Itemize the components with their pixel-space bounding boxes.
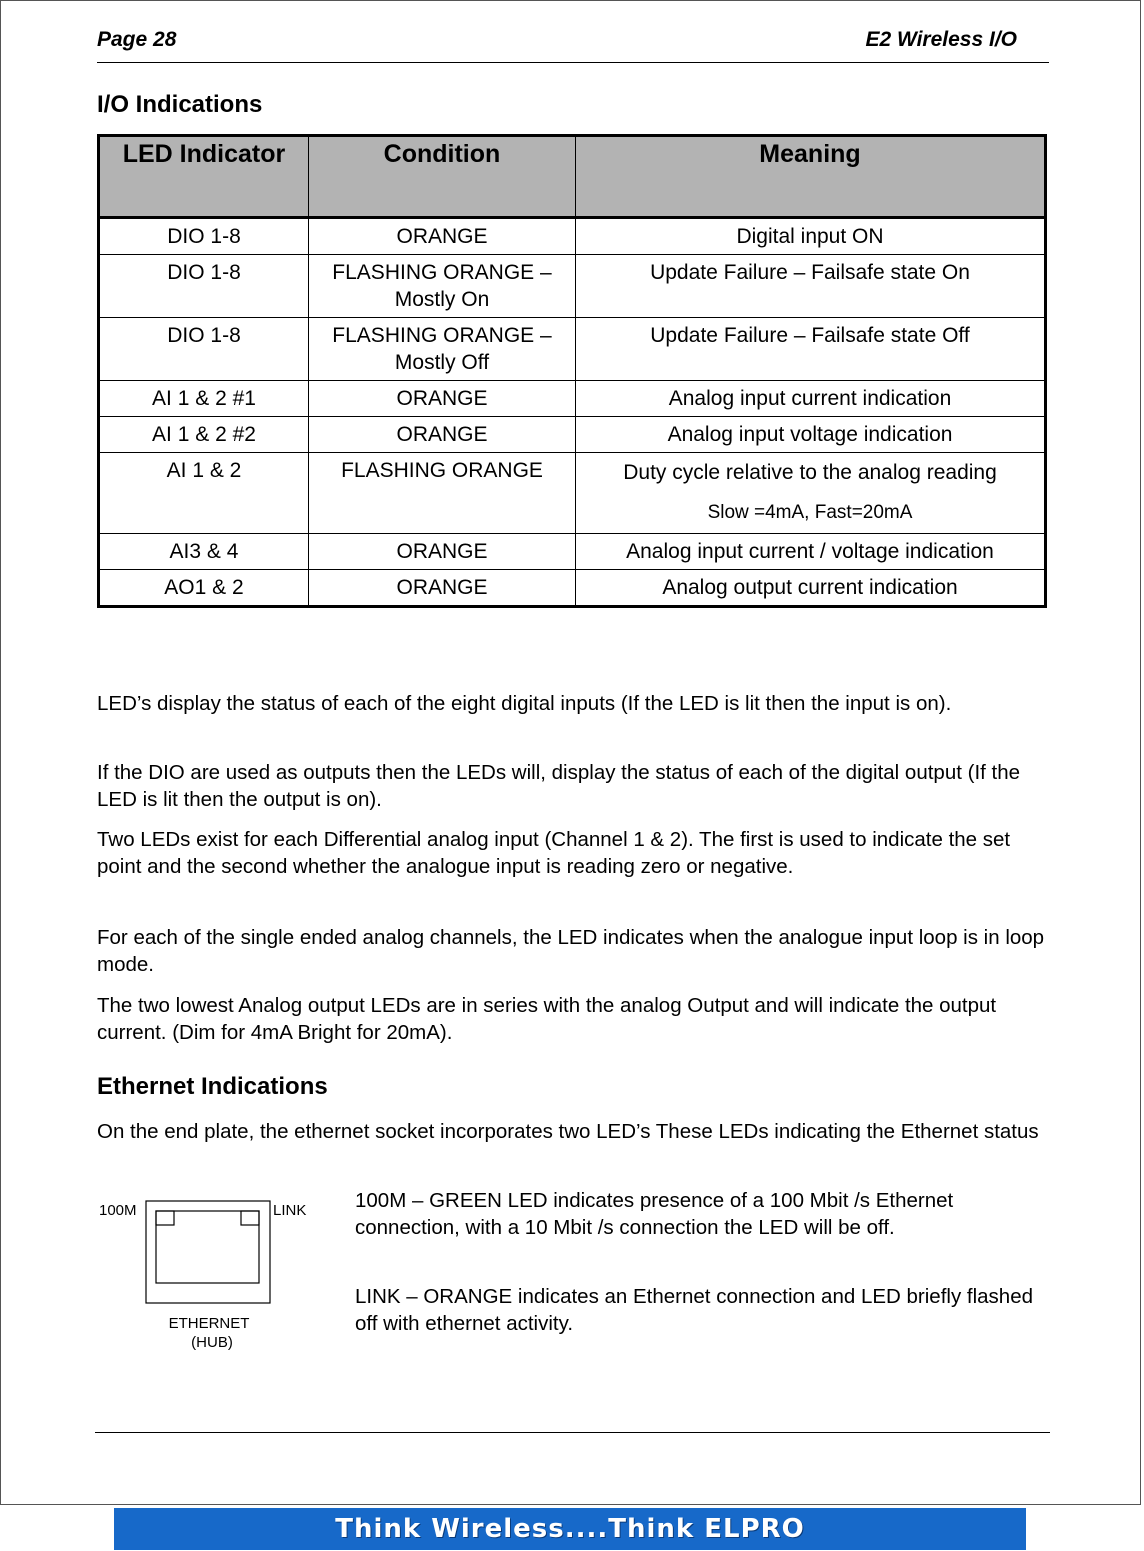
cell-meaning: Analog input current / voltage indication [576,534,1046,570]
ethernet-100m-description: 100M – GREEN LED indicates presence of a 100 Mbit /s Ethernet connection, with a 10 Mbit /s connection the LED will be off. [355,1189,954,1239]
led-100m-icon [156,1211,174,1225]
column-header-led: LED Indicator [99,136,309,218]
cell-meaning: Digital input ON [576,218,1046,255]
io-indications-table [97,134,1047,608]
cell-meaning [576,453,1046,534]
cell-condition: FLASHING ORANGE – Mostly Off [309,318,576,381]
diagram-label-100m: 100M [99,1202,137,1219]
footer-banner: Think Wireless....Think ELPRO [114,1508,1026,1550]
cell-led: AI 1 & 2 [99,453,309,534]
cell-led: DIO 1-8 [99,255,309,318]
socket-outer [146,1201,270,1303]
socket-inner [156,1211,259,1283]
paragraph-differential-inputs: Two LEDs exist for each Differential analog input (Channel 1 & 2). The first is used to indicate the set point and the second whether the analogue input is reading zero or negative. [97,828,1011,878]
led-link-icon [241,1211,259,1225]
cell-led: AI 1 & 2 #1 [99,381,309,417]
page-number: Page 28 [97,28,177,51]
cell-condition: ORANGE [309,218,576,255]
cell-condition: ORANGE [309,534,576,570]
ethernet-socket-diagram [97,1193,317,1353]
cell-meaning: Analog output current indication [576,570,1046,607]
cell-led: AI 1 & 2 #2 [99,417,309,453]
diagram-label-ethernet: ETHERNET [168,1315,250,1332]
table-row [99,417,1046,453]
cell-condition: ORANGE [309,417,576,453]
document-title: E2 Wireless I/O [865,28,1017,51]
paragraph-single-ended: For each of the single ended analog channels, the LED indicates when the analogue input loop is in loop mode. [97,926,1045,976]
table-row [99,381,1046,417]
table-row [99,534,1046,570]
table-row [99,218,1046,255]
paragraph-digital-inputs: LED’s display the status of each of the eight digital inputs (If the LED is lit then the input is on). [97,692,952,715]
paragraph-digital-outputs: If the DIO are used as outputs then the LEDs will, display the status of each of the digital output (If the LED is lit then the output is on). [97,761,1021,811]
cell-meaning-line-1: Duty cycle relative to the analog reading [623,461,997,484]
paragraph-analog-outputs: The two lowest Analog output LEDs are in series with the analog Output and will indicate the output current. (Dim for 4mA Bright for 20mA). [97,994,997,1044]
page-header [97,26,1049,63]
table-header-row [99,136,1046,218]
column-header-meaning: Meaning [576,136,1046,218]
table-row [99,570,1046,607]
cell-meaning: Update Failure – Failsafe state Off [576,318,1046,381]
ethernet-link-description: LINK – ORANGE indicates an Ethernet connection and LED briefly flashed off with ethernet activity. [355,1285,1034,1335]
cell-meaning: Analog input voltage indication [576,417,1046,453]
ethernet-indications-heading: Ethernet Indications [97,1073,328,1100]
diagram-label-link: LINK [273,1202,307,1219]
cell-led: AI3 & 4 [99,534,309,570]
table-row [99,255,1046,318]
cell-meaning: Analog input current indication [576,381,1046,417]
cell-led: DIO 1-8 [99,318,309,381]
footer-divider [95,1432,1050,1433]
cell-meaning: Update Failure – Failsafe state On [576,255,1046,318]
cell-led: AO1 & 2 [99,570,309,607]
ethernet-intro: On the end plate, the ethernet socket incorporates two LED’s These LEDs indicating the Ethernet status [97,1120,1039,1143]
diagram-label-hub: (HUB) [191,1334,233,1351]
column-header-condition: Condition [309,136,576,218]
io-indications-heading: I/O Indications [97,91,263,118]
cell-meaning-line-2: Slow =4mA, Fast=20mA [707,502,913,523]
table-row [99,318,1046,381]
cell-condition: FLASHING ORANGE [309,453,576,534]
cell-led: DIO 1-8 [99,218,309,255]
cell-condition: ORANGE [309,381,576,417]
cell-condition: FLASHING ORANGE – Mostly On [309,255,576,318]
table-row [99,453,1046,534]
cell-condition: ORANGE [309,570,576,607]
